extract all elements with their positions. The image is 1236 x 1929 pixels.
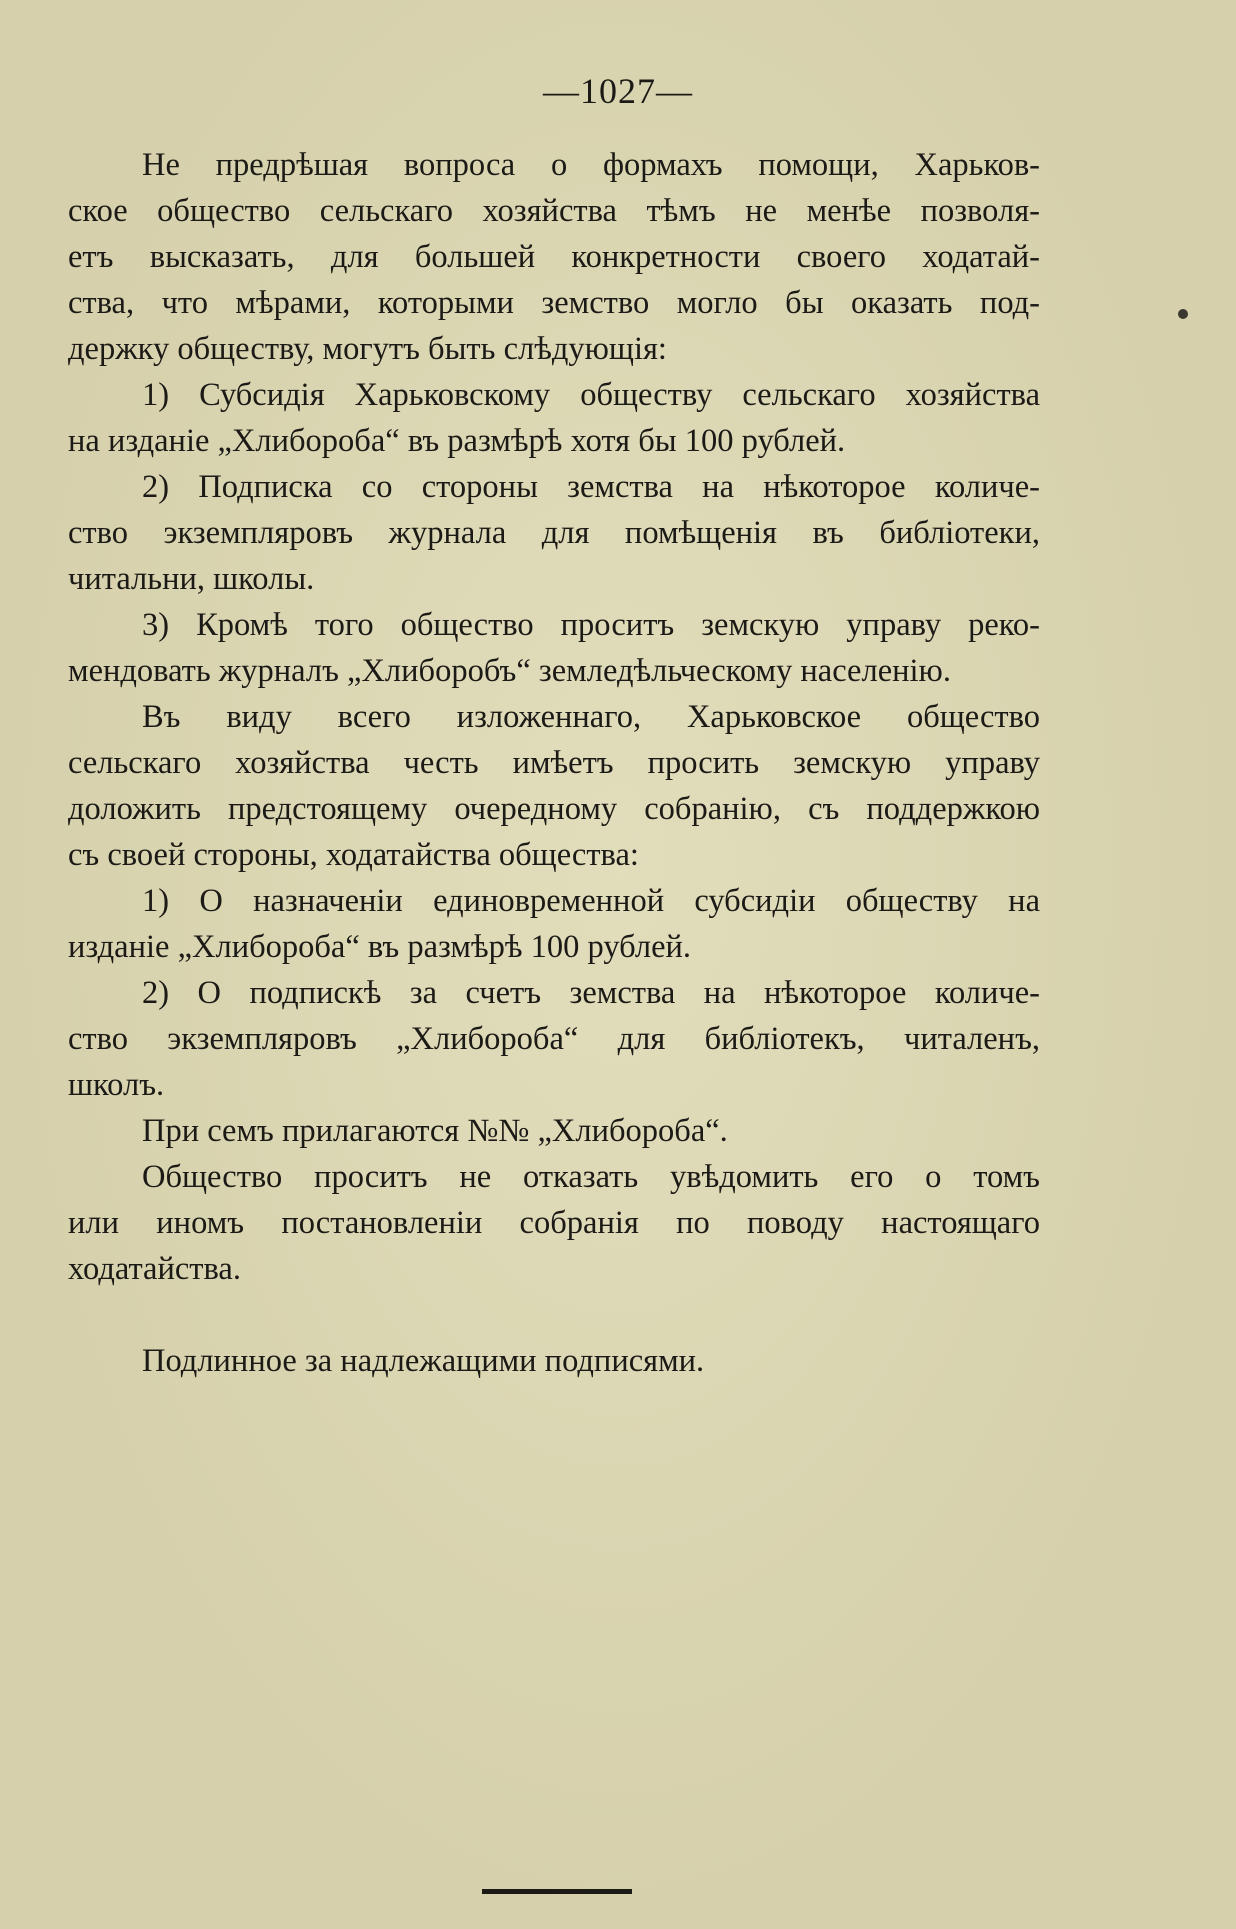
text-line: ходатайства. — [68, 1251, 241, 1287]
text-line: 3) Кромѣ того общество проситъ земскую управу реко- — [142, 607, 1040, 643]
text-line: изданіе „Хлибороба“ въ размѣрѣ 100 рублей. — [68, 929, 692, 965]
text-line: Подлинное за надлежащими подписями. — [142, 1343, 705, 1379]
text-line: ство экземпляровъ „Хлибороба“ для библіотекъ, читаленъ, — [68, 1021, 1040, 1057]
text-line: етъ высказать, для большей конкретности своего ходатай- — [68, 239, 1040, 275]
margin-speck — [1178, 309, 1188, 319]
text-line: 2) О подпискѣ за счетъ земства на нѣкоторое количе- — [142, 975, 1040, 1011]
text-line: 2) Подписка со стороны земства на нѣкоторое количе- — [142, 469, 1040, 505]
text-line: 1) Субсидія Харьковскому обществу сельскаго хозяйства — [142, 377, 1040, 413]
text-line: сельскаго хозяйства честь имѣетъ просить земскую управу — [68, 745, 1040, 781]
text-line: ства, что мѣрами, которыми земство могло бы оказать под- — [68, 285, 1040, 321]
text-line: или иномъ постановленіи собранія по поводу настоящаго — [68, 1205, 1040, 1241]
text-line: мендовать журналъ „Хлиборобъ“ земледѣльческому населенію. — [68, 653, 951, 689]
text-line: держку обществу, могутъ быть слѣдующія: — [68, 331, 667, 367]
text-line: При семъ прилагаются №№ „Хлибороба“. — [142, 1113, 728, 1149]
body-text — [68, 142, 1040, 1384]
page-number: —1027— — [543, 71, 693, 111]
paragraph-gap — [68, 1292, 1040, 1338]
text-line: съ своей стороны, ходатайства общества: — [68, 837, 639, 873]
text-line: ское общество сельскаго хозяйства тѣмъ не менѣе позволя- — [68, 193, 1040, 229]
text-line: 1) О назначеніи единовременной субсидіи обществу на — [142, 883, 1040, 919]
text-line: школъ. — [68, 1067, 165, 1103]
text-line: читальни, школы. — [68, 561, 315, 597]
text-line: Не предрѣшая вопроса о формахъ помощи, Харьков- — [142, 147, 1040, 183]
text-line: Общество проситъ не отказать увѣдомить его о томъ — [142, 1159, 1040, 1195]
text-line: Въ виду всего изложеннаго, Харьковское общество — [142, 699, 1040, 735]
text-line: на изданіе „Хлибороба“ въ размѣрѣ хотя бы 100 рублей. — [68, 423, 846, 459]
text-line: доложить предстоящему очередному собранію, съ поддержкою — [68, 791, 1040, 827]
closing-rule — [482, 1889, 632, 1894]
text-line: ство экземпляровъ журнала для помѣщенія въ библіотеки, — [68, 515, 1040, 551]
